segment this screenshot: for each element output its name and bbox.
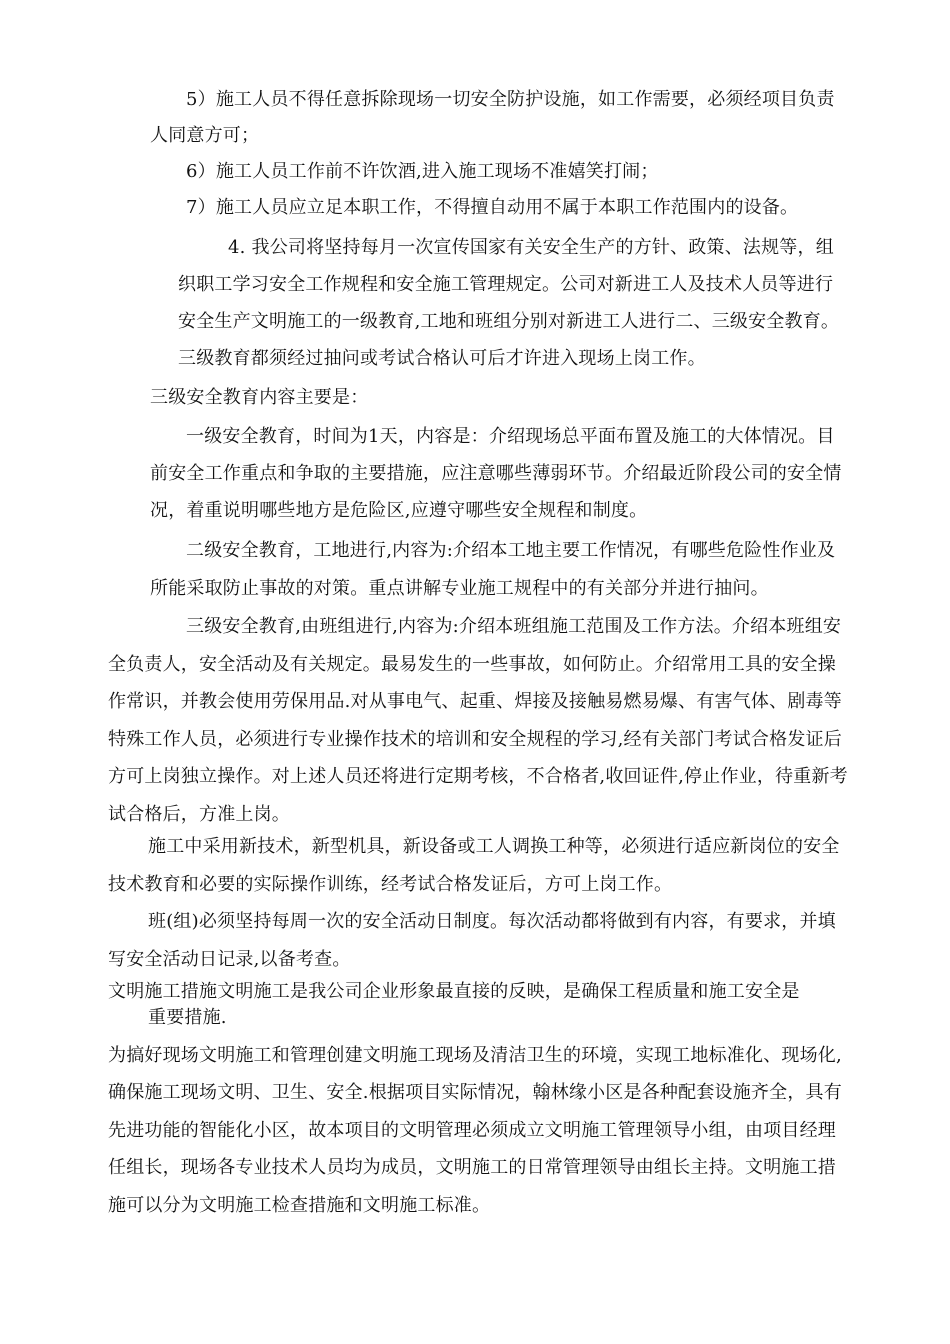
rule-item-5: 5）施工人员不得任意拆除现场一切安全防护设施，如工作需要，必须经项目负责人同意方可； bbox=[150, 89, 835, 146]
level-2-education-paragraph: 二级安全教育，工地进行,内容为:介绍本工地主要工作情况，有哪些危险性作业及所能采取防止事故的对策。重点讲解专业施工规程中的有关部分并进行抽问。 bbox=[150, 540, 836, 599]
civilized-construction-paragraph: 为搞好现场文明施工和管理创建文明施工现场及清洁卫生的环境，实现工地标准化、现场化,确保施工现场文明、卫生、安全.根据项目实际情况，翰林缘小区是各种配套设施齐全，具有先进功能的智能化小区，故本项目的文明管理必须成立文明施工管理领导小组，由项目经理任组长，现场各专业技术人员均为成员，文明施工的日常管理领导由组长主持。文明施工措施可以分为文明施工检查措施和文明施工标准。 bbox=[108, 1045, 842, 1216]
level-3-education-paragraph: 三级安全教育,由班组进行,内容为:介绍本班组施工范围及工作方法。介绍本班组安全负责人，安全活动及有关规定。最易发生的一些事故，如何防止。介绍常用工具的安全操作常识，并教会使用劳保用品.对从事电气、起重、焊接及接触易燃易爆、有害气体、剧毒等特殊工作人员，必须进行专业操作技术的培训和安全规程的学习,经有关部门考试合格发证后方可上岗独立操作。对上述人员还将进行定期考核，不合格者,收回证件,停止作业，待重新考试合格后，方准上岗。 bbox=[108, 616, 848, 825]
rule-item-7: 7）施工人员应立足本职工作，不得擅自动用不属于本职工作范围内的设备。 bbox=[186, 197, 799, 218]
civilized-construction-heading-line-2: 重要措施. bbox=[148, 1007, 227, 1028]
rule-item-6: 6）施工人员工作前不许饮酒,进入施工现场不准嬉笑打闹； bbox=[186, 161, 659, 182]
education-content-heading: 三级安全教育内容主要是： bbox=[150, 387, 369, 408]
section-4-paragraph: 4. 我公司将坚持每月一次宣传国家有关安全生产的方针、政策、法规等，组织职工学习安全工作规程和安全施工管理规定。公司对新进工人及技术人员等进行安全生产文明施工的一级教育,工地和班组分别对新进工人进行二、三级安全教育。三级教育都须经过抽问或考试合格认可后才许进入现场上岗工作。 bbox=[178, 237, 840, 369]
weekly-safety-day-paragraph: 班(组)必须坚持每周一次的安全活动日制度。每次活动都将做到有内容，有要求，并填写安全活动日记录,以备考查。 bbox=[108, 911, 836, 970]
new-technology-training-paragraph: 施工中采用新技术，新型机具，新设备或工人调换工种等，必须进行适应新岗位的安全技术教育和必要的实际操作训练，经考试合格发证后，方可上岗工作。 bbox=[108, 836, 840, 895]
level-1-education-paragraph: 一级安全教育，时间为1天，内容是：介绍现场总平面布置及施工的大体情况。目前安全工作重点和争取的主要措施，应注意哪些薄弱环节。介绍最近阶段公司的安全情况，着重说明哪些地方是危险区,应遵守哪些安全规程和制度。 bbox=[150, 426, 842, 521]
civilized-construction-heading bbox=[108, 979, 850, 1031]
civilized-construction-heading-line-1: 文明施工措施文明施工是我公司企业形象最直接的反映，是确保工程质量和施工安全是 bbox=[108, 981, 800, 1002]
